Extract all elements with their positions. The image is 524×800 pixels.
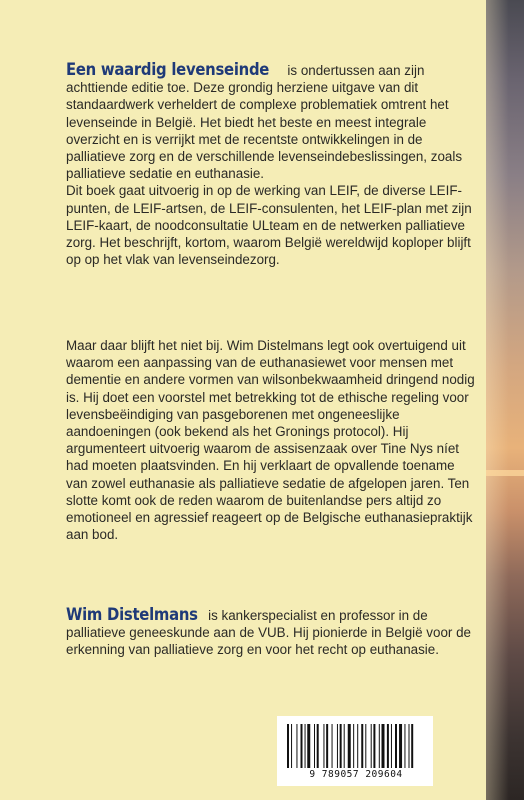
intro-text: is ondertussen aan zijn achttiende editie toe. Deze grondig herziene uitgave van dit standaardwerk verheldert de complexe problematiek omtrent het levenseinde in België. Het biedt het beste en meest integrale overzicht en is verrijkt met de recentste ontwikkelingen in de palliatieve zorg en de verschillende levenseindebeslissingen, zoals palliatieve sedatie en euthanasie.: [66, 63, 463, 182]
sunset-photo-strip: [486, 0, 524, 800]
book-title-lead: Een waardig levenseinde: [66, 60, 270, 79]
isbn-number: 9 789057 209604: [309, 769, 403, 780]
author-bio: is kankerspecialist en professor in de palliatieve geneeskunde aan de VUB. Hij pionierde in België voor de erkenning van palliatieve zorg en voor het recht op euthanasie.: [66, 608, 471, 658]
barcode-bars-icon: [287, 724, 423, 768]
intro-section: [66, 61, 478, 268]
body-paragraph: Maar daar blijft het niet bij. Wim Distelmans legt ook overtuigend uit waarom een aanpassing van de euthanasiewet voor mensen met dementie en andere vormen van wilsonbekwaamheid dringend nodig is. Hij doet een voorstel met betrekking tot de ethische regeling voor levensbeëindiging van pasgeborenen met ongeneeslijke aandoeningen (ook bekend als het Gronings protocol). Hij argumenteert uitvoerig waarom de assisenzaak over Tine Nys níet had moeten plaatsvinden. En hij verklaart de opvallende toename van zowel euthanasie als palliatieve sedatie de afgelopen jaren. Ten slotte komt ook de reden waarom de buitenlandse pers altijd zo emotioneel en agressief reageert op de Belgische euthanasiepraktijk aan bod.: [66, 338, 475, 543]
leif-paragraph: Dit boek gaat uitvoerig in op de werking van LEIF, de diverse LEIF-punten, de LEIF-artsen, de LEIF-consulenten, het LEIF-plan met zijn LEIF-kaart, de noodconsultatie ULteam en de netwerken palliatieve zorg. Het beschrijft, kortom, waarom België wereldwijd koploper blijft op op het vlak van levenseindezorg.: [66, 183, 472, 268]
author-paragraph: [66, 606, 478, 659]
isbn-barcode: [277, 716, 433, 786]
body-section: [66, 337, 478, 543]
author-section: [66, 606, 478, 659]
intro-paragraph: [66, 61, 478, 182]
author-name: Wim Distelmans: [66, 605, 198, 624]
